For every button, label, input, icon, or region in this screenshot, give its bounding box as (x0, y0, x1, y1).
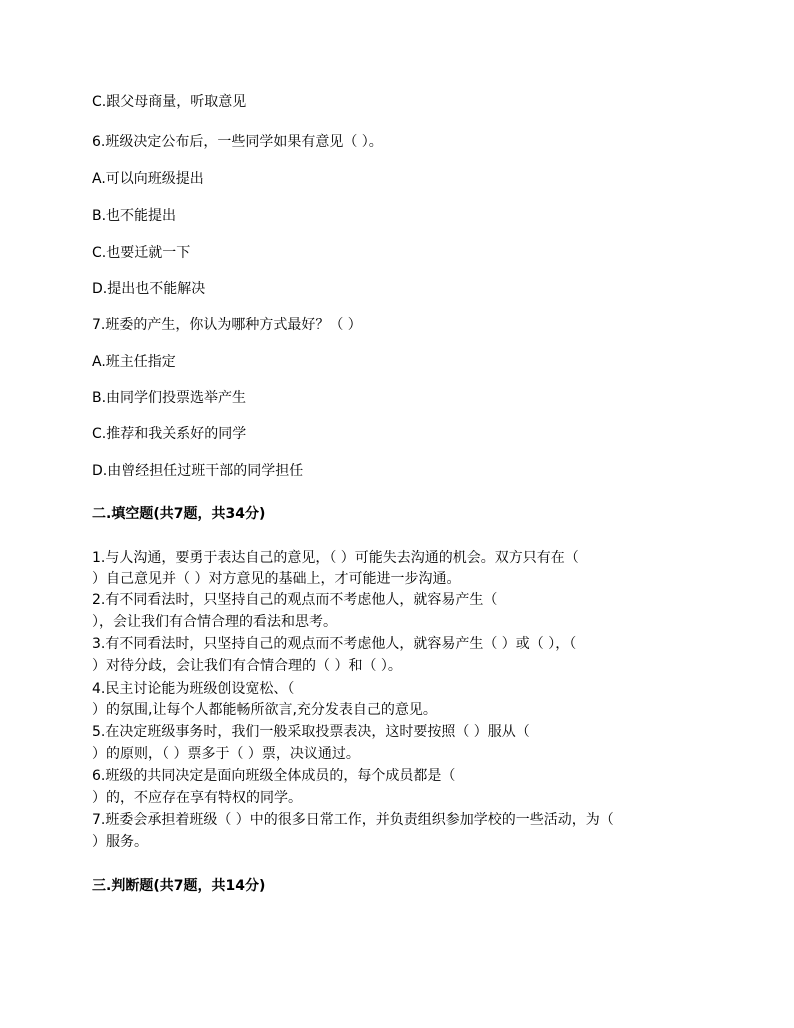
fill-line: 7.班委会承担着班级（ ）中的很多日常工作，并负责组织参加学校的一些活动，为（ (92, 812, 614, 828)
fill-line: 2.有不同看法时，只坚持自己的观点而不考虑他人，就容易产生（ (92, 592, 498, 608)
q7-option-d: D.由曾经担任过班干部的同学担任 (92, 463, 304, 479)
fill-line: ）的，不应存在享有特权的同学。 (92, 790, 302, 806)
fill-section-heading: 二.填空题(共7题，共34分) (92, 506, 266, 522)
fill-line: 3.有不同看法时，只坚持自己的观点而不考虑他人，就容易产生（ ）或（ ），（ (92, 636, 577, 652)
fill-line: ）的氛围,让每个人都能畅所欲言,充分发表自己的意见。 (92, 702, 437, 718)
fill-line: 6.班级的共同决定是面向班级全体成员的，每个成员都是（ (92, 768, 456, 784)
q6-option-d: D.提出也不能解决 (92, 281, 206, 297)
judge-section-heading: 三.判断题(共7题，共14分) (92, 878, 266, 894)
fill-line: 5.在决定班级事务时，我们一般采取投票表决，这时要按照（ ）服从（ (92, 724, 530, 740)
fill-line: ）对待分歧，会让我们有合情合理的（ ）和（ ）。 (92, 658, 402, 674)
fill-line: 1.与人沟通，要勇于表达自己的意见，（ ）可能失去沟通的机会。双方只有在（ (92, 550, 579, 566)
q7-option-c: C.推荐和我关系好的同学 (92, 426, 247, 442)
q7-stem: 7.班委的产生，你认为哪种方式最好？（ ） (92, 317, 362, 333)
q6-option-a: A.可以向班级提出 (92, 171, 204, 187)
q7-option-b: B.由同学们投票选举产生 (92, 390, 247, 406)
q6-stem: 6.班级决定公布后，一些同学如果有意见（ ）。 (92, 134, 383, 150)
q6-option-c: C.也要迁就一下 (92, 245, 191, 261)
q6-option-b: B.也不能提出 (92, 208, 177, 224)
fill-line: ）的原则，（ ）票多于（ ）票，决议通过。 (92, 746, 360, 762)
q7-option-a: A.班主任指定 (92, 354, 176, 370)
fill-line: 4.民主讨论能为班级创设宽松、（ (92, 681, 295, 697)
q5-option-c: C.跟父母商量，听取意见 (92, 94, 247, 110)
fill-line: ），会让我们有合情合理的看法和思考。 (92, 614, 337, 630)
fill-line: ）自己意见并（ ）对方意见的基础上，才可能进一步沟通。 (92, 571, 461, 587)
fill-line: ）服务。 (92, 834, 148, 850)
